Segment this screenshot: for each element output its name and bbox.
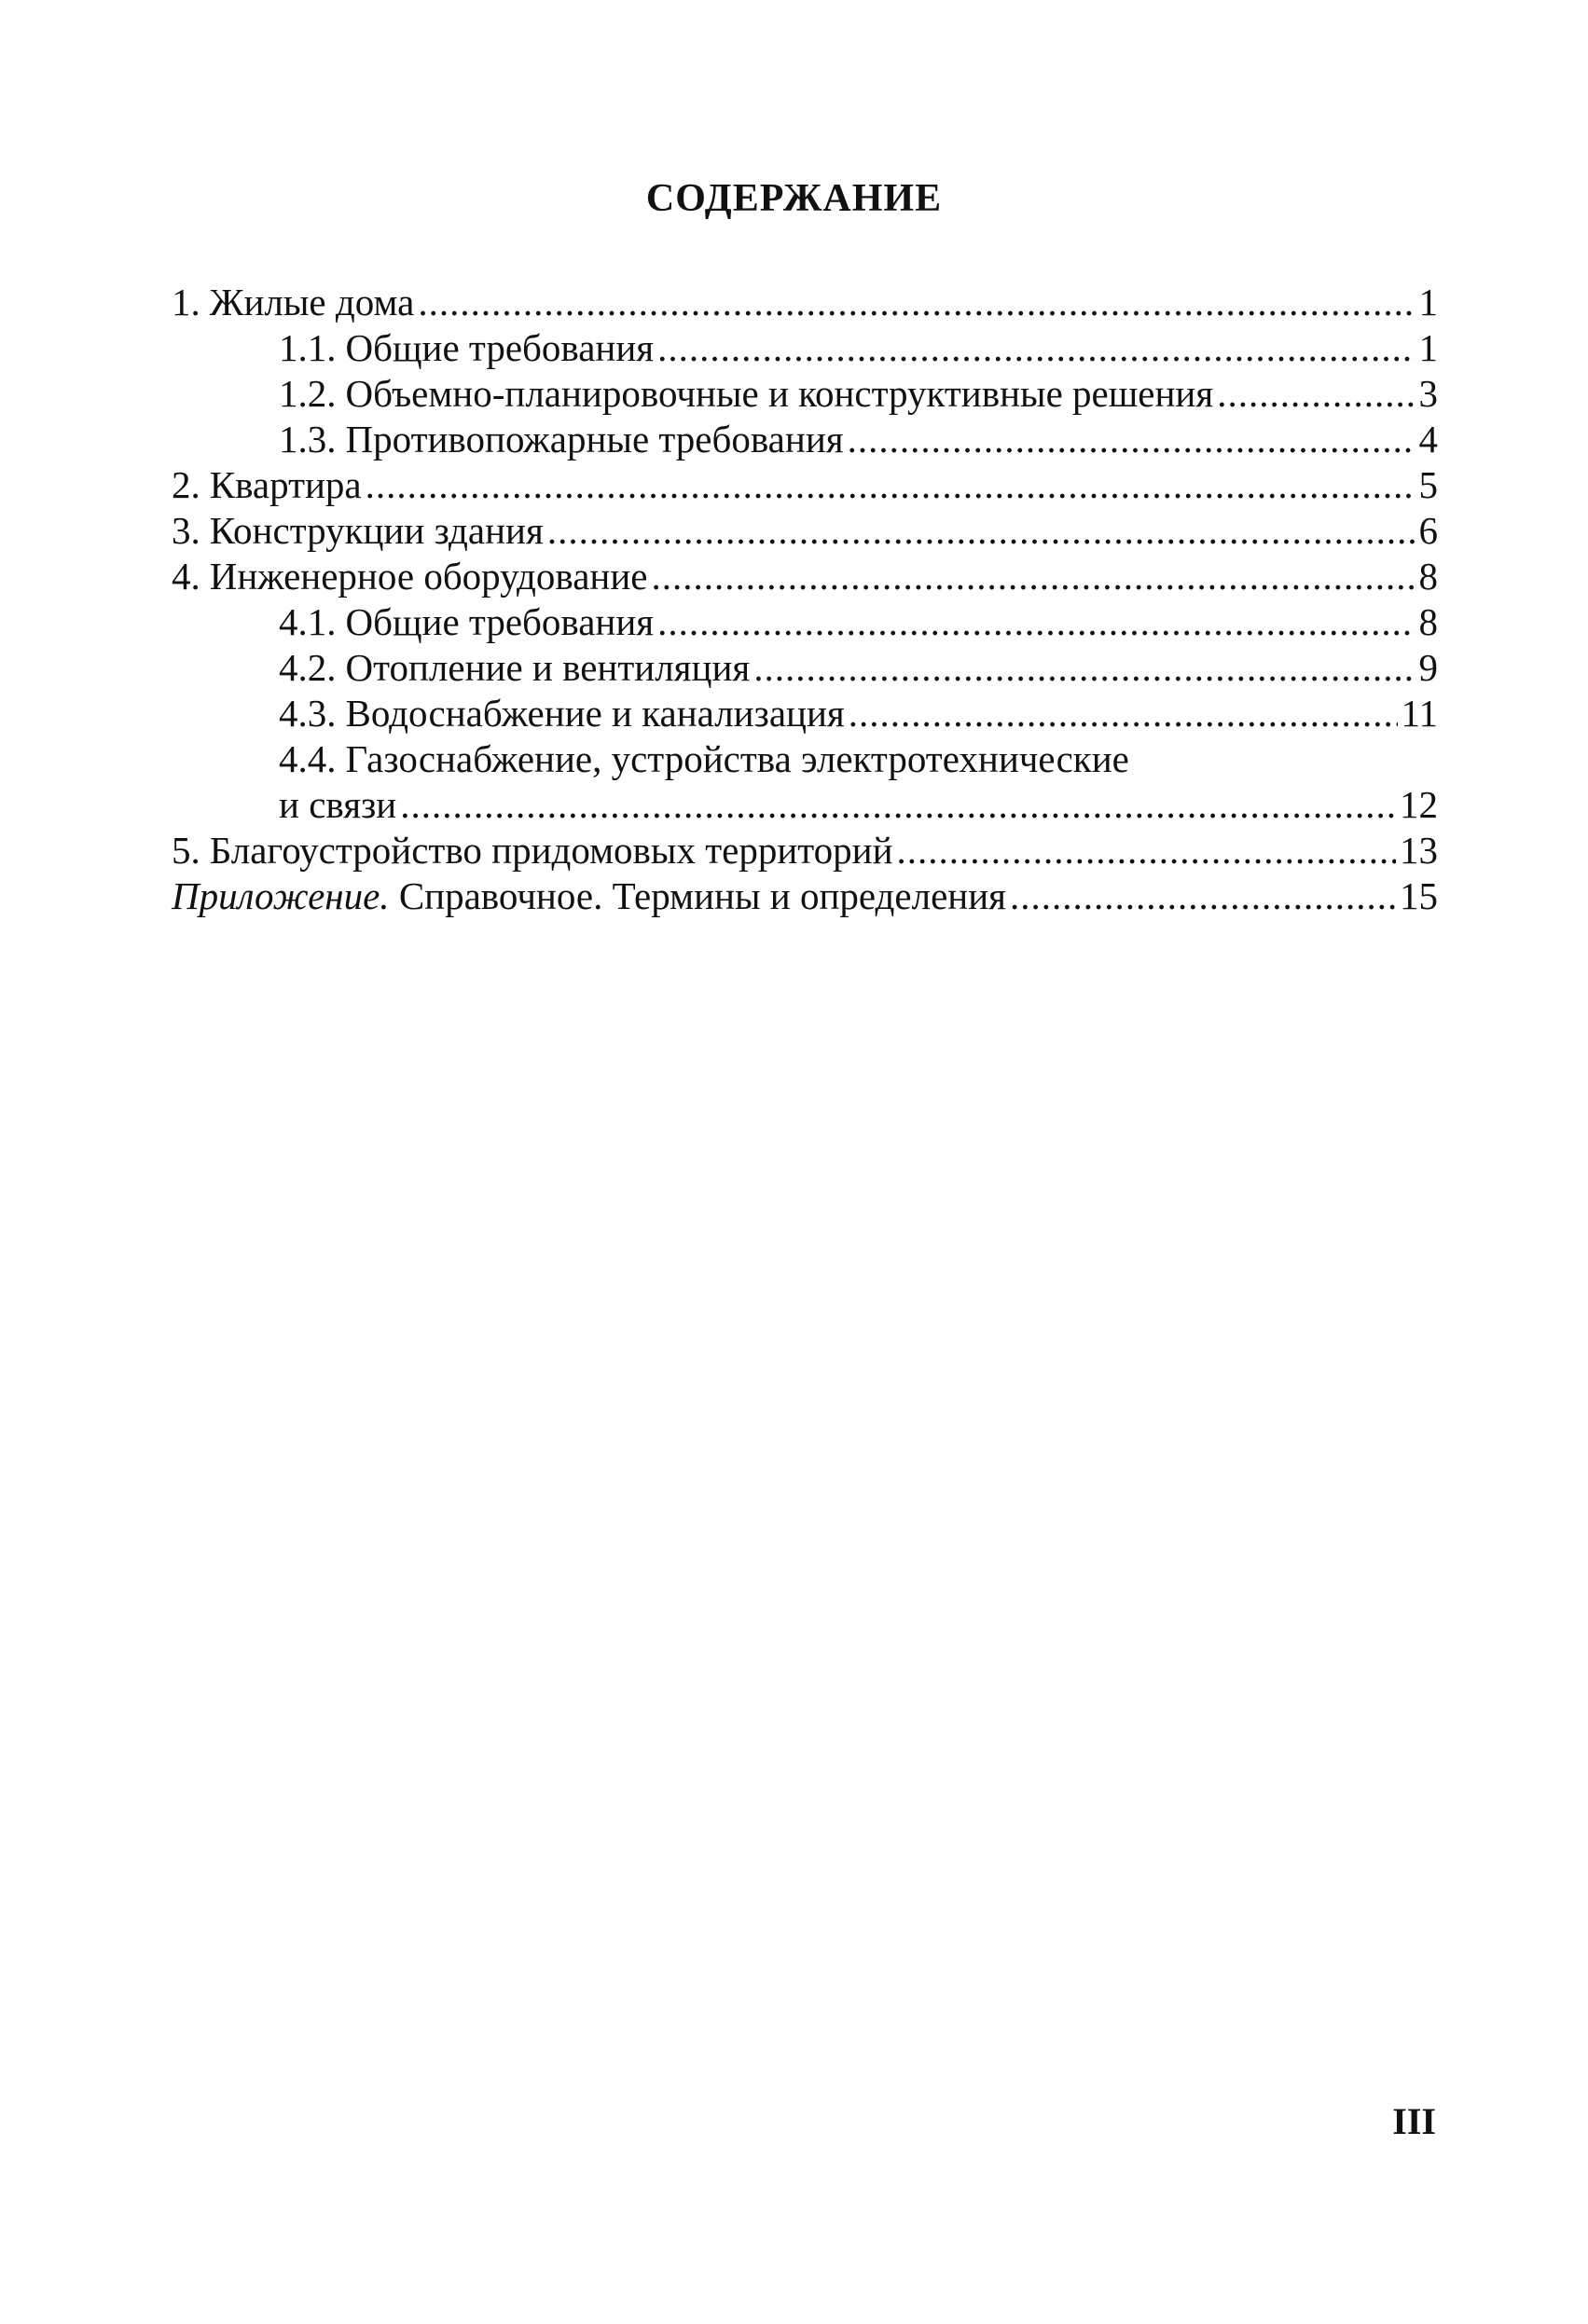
toc-entry-title	[172, 873, 1006, 919]
dot-leader	[1010, 873, 1396, 919]
toc-entry-title: Объемно-планировочные и конструктивные решения	[345, 372, 1214, 415]
toc-entry-title: Квартира	[209, 463, 362, 506]
toc-entry-title: Газоснабжение, устройства электротехнические	[345, 737, 1129, 780]
dot-leader	[400, 782, 1396, 828]
toc-entry-title: Противопожарные требования	[345, 418, 844, 461]
toc-entry-title: Отопление и вентиляция	[345, 646, 751, 689]
toc-entry-number: 1.2.	[279, 372, 337, 415]
page-number: III	[1392, 2100, 1436, 2142]
toc-entry-number: 4.	[172, 555, 200, 598]
toc-entry-1-1[interactable]	[172, 325, 1438, 371]
toc-entry-page: 6	[1418, 509, 1438, 552]
dot-leader	[657, 325, 1415, 371]
toc-entry-page: 12	[1400, 783, 1438, 826]
toc-entry-title: Инженерное оборудование	[209, 555, 648, 598]
toc-entry-number: 4.2.	[279, 646, 337, 689]
toc-entry-title: Общие требования	[345, 326, 655, 369]
toc-entry-number: 3.	[172, 509, 200, 552]
toc-entry-3[interactable]	[172, 508, 1438, 554]
toc-entry-title-continuation: и связи	[279, 783, 397, 826]
toc-entry-2[interactable]	[172, 462, 1438, 508]
toc-entry-4-3[interactable]	[172, 691, 1438, 736]
toc-entry-title: Водоснабжение и канализация	[345, 692, 845, 735]
toc-entry-number: 4.3.	[279, 692, 337, 735]
toc-entry-title: Благоустройство придомовых территорий	[209, 829, 893, 872]
toc-entry-4-2[interactable]	[172, 645, 1438, 691]
toc-entry-number: 4.1.	[279, 600, 337, 643]
toc-entry-page: 1	[1418, 326, 1438, 369]
dot-leader	[418, 280, 1415, 325]
toc-entry-5[interactable]	[172, 828, 1438, 873]
table-of-contents	[172, 280, 1438, 919]
toc-entry-page: 11	[1401, 692, 1438, 735]
dot-leader	[1217, 371, 1415, 417]
appendix-title: Справочное. Термины и определения	[398, 874, 1007, 917]
toc-entry-page: 9	[1418, 646, 1438, 689]
toc-entry-number: 1.1.	[279, 326, 337, 369]
toc-entry-1[interactable]	[172, 280, 1438, 325]
toc-entry-4[interactable]	[172, 554, 1438, 599]
toc-entry-number: 1.	[172, 281, 200, 323]
toc-entry-page: 5	[1418, 463, 1438, 506]
toc-entry-4-1[interactable]	[172, 599, 1438, 645]
toc-entry-number: 4.4.	[279, 737, 337, 780]
toc-entry-title: Конструкции здания	[209, 509, 544, 552]
toc-entry-number: 2.	[172, 463, 200, 506]
toc-entry-4-4[interactable]	[172, 736, 1438, 782]
toc-entry-page: 15	[1400, 874, 1438, 917]
dot-leader	[657, 599, 1415, 645]
toc-entry-page: 1	[1418, 281, 1438, 323]
toc-entry-title: Жилые дома	[209, 281, 415, 323]
toc-entry-page: 13	[1400, 829, 1438, 872]
toc-entry-page: 8	[1418, 555, 1438, 598]
dot-leader	[366, 462, 1415, 508]
page-title: СОДЕРЖАНИЕ	[645, 177, 943, 220]
dot-leader	[849, 691, 1398, 736]
toc-entry-4-4-continuation[interactable]	[172, 782, 1438, 828]
toc-entry-page: 4	[1418, 418, 1438, 461]
toc-entry-appendix[interactable]	[172, 873, 1438, 919]
toc-entry-page: 3	[1418, 372, 1438, 415]
dot-leader	[848, 417, 1415, 462]
toc-entry-number: 5.	[172, 829, 200, 872]
toc-entry-page: 8	[1418, 600, 1438, 643]
dot-leader	[753, 645, 1415, 691]
appendix-label: Приложение.	[172, 874, 390, 917]
dot-leader	[897, 828, 1396, 873]
toc-entry-title: Общие требования	[345, 600, 655, 643]
toc-entry-number: 1.3.	[279, 418, 337, 461]
toc-entry-1-2[interactable]	[172, 371, 1438, 417]
dot-leader	[652, 554, 1415, 599]
toc-entry-1-3[interactable]	[172, 417, 1438, 462]
dot-leader	[547, 508, 1415, 554]
